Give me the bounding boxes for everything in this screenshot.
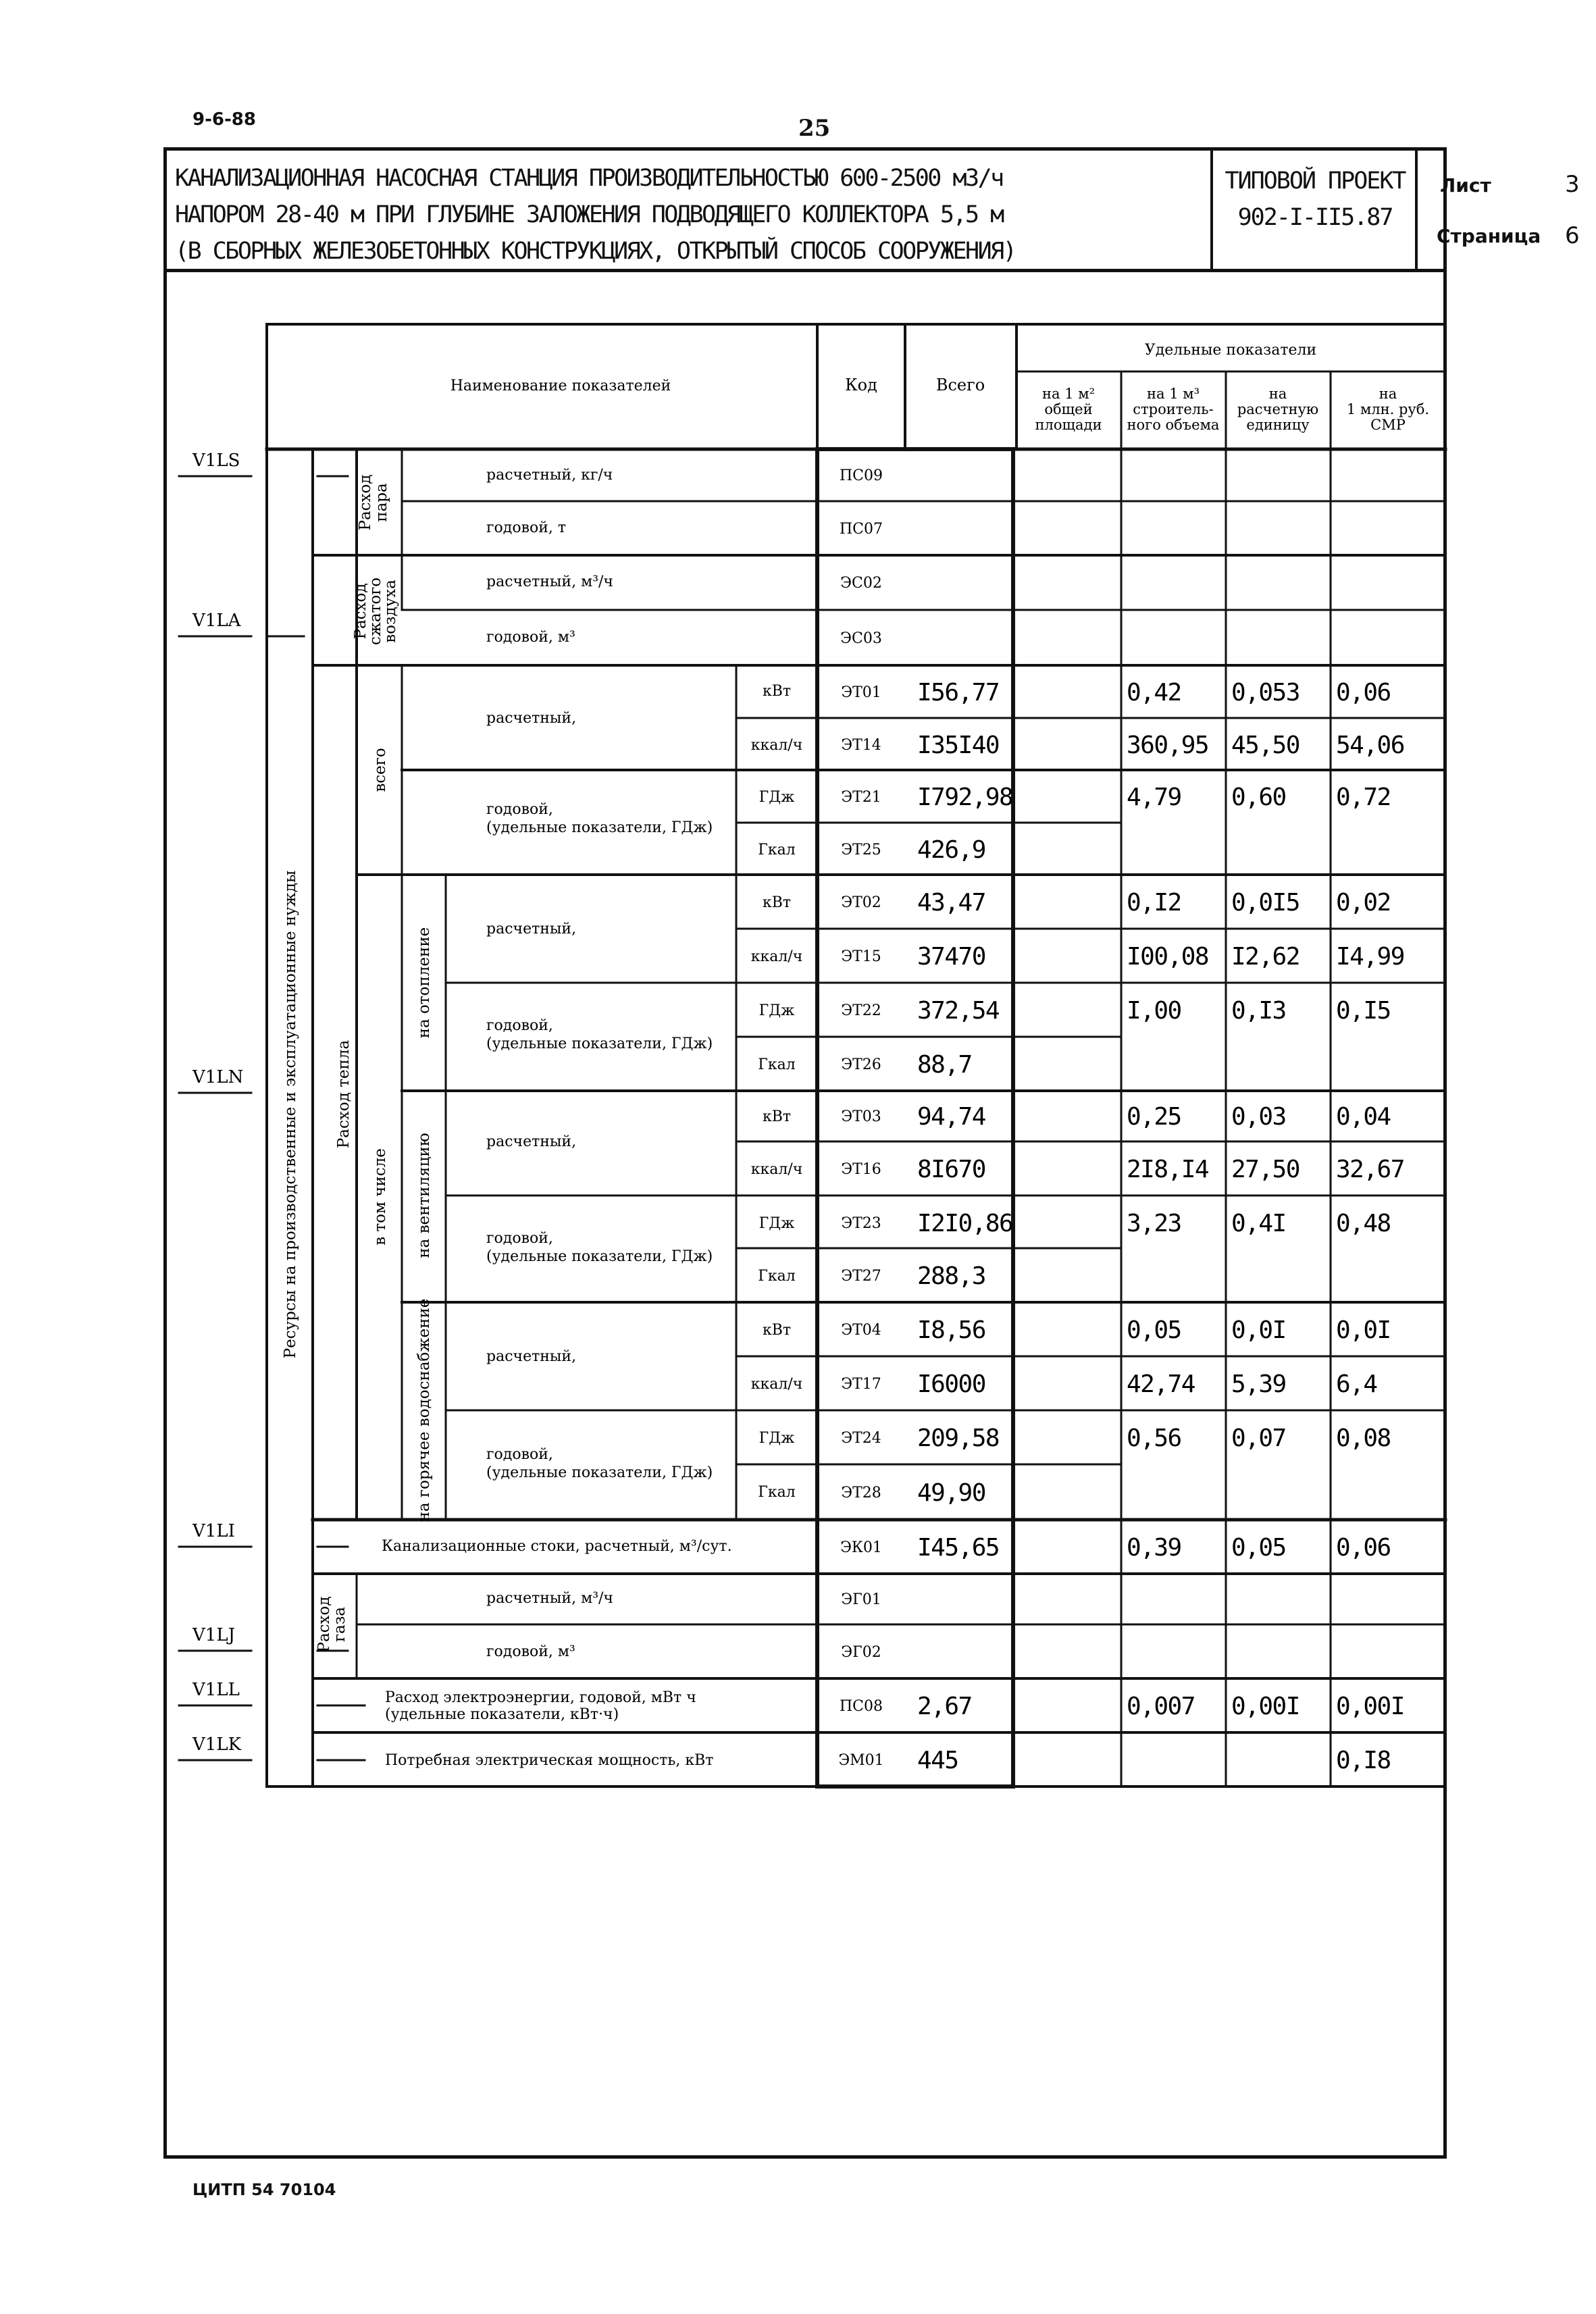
table-grid [179, 324, 1445, 1786]
row-label: годовой, [486, 801, 553, 818]
row-code: ЭТ04 [841, 1322, 881, 1339]
row-specific-value: 0,0I [1231, 1316, 1286, 1344]
side-label-heat: Расход тепла [335, 1039, 353, 1149]
unit-label: Гкал [758, 1484, 796, 1501]
row-label: (удельные показатели, ГДж) [486, 1035, 713, 1052]
head-volume: на 1 м³ [1147, 386, 1200, 402]
head-unit: расчетную [1237, 401, 1319, 417]
row-specific-value: 0,00I [1231, 1693, 1299, 1720]
row-code: ЭМ01 [838, 1752, 884, 1769]
head-unit: на [1268, 386, 1287, 402]
row-specific-value: 0,72 [1336, 783, 1391, 811]
row-code: ЭТ17 [841, 1376, 881, 1393]
row-label: годовой, т [486, 519, 567, 536]
row-specific-value: 0,08 [1336, 1424, 1391, 1452]
row-specific-value: 360,95 [1127, 731, 1209, 759]
margin-mark: V1LA [192, 611, 241, 631]
row-code: ЭТ02 [841, 894, 881, 911]
row-label: расчетный, кг/ч [486, 467, 613, 484]
row-code: ПС09 [839, 467, 883, 484]
page-number: 25 [798, 115, 831, 142]
row-total: I45,65 [917, 1534, 1000, 1562]
unit-label: ГДж [758, 1430, 795, 1447]
margin-mark: V1LK [192, 1734, 242, 1755]
row-total: 43,47 [917, 889, 985, 917]
row-label: расчетный, м³/ч [486, 1590, 613, 1607]
row-total: 209,58 [917, 1424, 1000, 1452]
head-unit: единицу [1246, 417, 1310, 433]
unit-label: Гкал [758, 842, 796, 858]
row-label: (удельные показатели, ГДж) [486, 1248, 713, 1265]
row-specific-value: 0,04 [1336, 1103, 1391, 1131]
row-specific-value: 27,50 [1231, 1156, 1299, 1183]
row-label: расчетный, [486, 1348, 577, 1365]
side-label-gas: Расход [315, 1596, 333, 1653]
row-label: годовой, [486, 1017, 553, 1034]
unit-label: кВт [762, 894, 792, 911]
row-code: ЭТ28 [841, 1485, 881, 1501]
row-specific-value: 0,07 [1231, 1424, 1286, 1452]
title-line: (В СБОРНЫХ ЖЕЛЕЗОБЕТОННЫХ КОНСТРУКЦИЯХ, ОТКРЫТЫЙ СПОСОБ СООРУЖЕНИЯ) [175, 238, 1016, 265]
row-label: годовой, [486, 1446, 553, 1463]
side-label-ventilation: на вентиляцию [415, 1133, 433, 1258]
row-total: 88,7 [917, 1051, 972, 1079]
row-label: расчетный, [486, 710, 577, 727]
side-label-steam: пара [373, 483, 390, 522]
row-code: ЭТ01 [841, 684, 881, 701]
sheet-label: Лист [1440, 174, 1491, 197]
unit-label: ккал/ч [750, 1376, 803, 1393]
row-label: Расход электроэнергии, годовой, мВт ч [385, 1689, 696, 1706]
row-specific-value: 32,67 [1336, 1156, 1404, 1183]
row-specific-value: 0,48 [1336, 1210, 1391, 1237]
margin-mark: V1LJ [192, 1625, 236, 1645]
row-specific-value: 0,02 [1336, 889, 1391, 917]
row-code: ЭТ24 [841, 1430, 881, 1447]
unit-label: Гкал [758, 1268, 796, 1285]
row-label: расчетный, м³/ч [486, 573, 613, 590]
row-specific-value: 45,50 [1231, 731, 1299, 759]
row-label: годовой, [486, 1230, 553, 1247]
title-line: НАПОРОМ 28-40 м ПРИ ГЛУБИНЕ ЗАЛОЖЕНИЯ ПОДВОДЯЩЕГО КОЛЛЕКТОРА 5,5 м [175, 201, 1003, 228]
row-total: 37470 [917, 943, 985, 971]
row-code: ЭС03 [840, 630, 882, 647]
unit-label: Гкал [758, 1056, 796, 1073]
row-specific-value: 0,03 [1231, 1103, 1286, 1131]
row-specific-value: 0,56 [1127, 1424, 1181, 1452]
row-specific-value: 4,79 [1127, 783, 1181, 811]
row-specific-value: 0,4I [1231, 1210, 1286, 1237]
row-specific-value: 0,06 [1336, 1534, 1391, 1562]
row-specific-value: 0,I8 [1336, 1747, 1391, 1774]
unit-label: ГДж [758, 1215, 795, 1232]
doc-code: 9-6-88 [192, 109, 256, 130]
row-specific-value: 0,60 [1231, 783, 1286, 811]
unit-label: ккал/ч [750, 948, 803, 965]
margin-mark: V1LS [192, 451, 240, 471]
row-label: годовой, м³ [486, 1643, 575, 1660]
row-total: I8,56 [917, 1316, 985, 1344]
row-specific-value: 0,00I [1336, 1693, 1404, 1720]
row-specific-value: 54,06 [1336, 731, 1404, 759]
row-total: 2,67 [917, 1693, 972, 1720]
row-specific-value: I,00 [1127, 997, 1181, 1025]
row-code: ЭТ03 [841, 1108, 881, 1125]
row-specific-value: 0,I5 [1336, 997, 1391, 1025]
side-label-air: сжатого [367, 577, 384, 646]
row-code: ЭТ27 [841, 1268, 881, 1285]
row-total: 94,74 [917, 1103, 985, 1131]
row-code: ПС08 [839, 1698, 883, 1715]
head-specific: Удельные показатели [1144, 342, 1317, 359]
row-code: ЭТ21 [841, 789, 881, 806]
row-code: ЭТ25 [841, 842, 881, 858]
head-total: Всего [935, 376, 985, 394]
head-area: на 1 м² [1042, 386, 1095, 402]
row-specific-value: I2,62 [1231, 943, 1299, 971]
row-specific-value: 0,39 [1127, 1534, 1181, 1562]
row-specific-value: 0,05 [1127, 1316, 1181, 1344]
row-code: ЭС02 [840, 575, 882, 592]
row-code: ЭК01 [840, 1539, 882, 1556]
margin-mark: V1LL [192, 1680, 240, 1700]
side-label-total: всего [371, 748, 389, 792]
row-specific-value: 0,06 [1336, 679, 1391, 706]
head-volume: ного объема [1127, 417, 1220, 433]
unit-label: кВт [762, 683, 792, 700]
unit-label: кВт [762, 1108, 792, 1125]
row-specific-value: 3,23 [1127, 1210, 1181, 1237]
margin-mark: V1LN [192, 1067, 244, 1087]
row-total: 445 [917, 1747, 958, 1774]
row-specific-value: 0,25 [1127, 1103, 1181, 1131]
row-code: ЭТ14 [841, 737, 881, 754]
row-total: 8I670 [917, 1156, 985, 1183]
side-label-heating: на отопление [415, 927, 433, 1039]
footer-code: ЦИТП 54 70104 [192, 2180, 336, 2199]
head-area: площади [1035, 417, 1102, 433]
head-volume: строитель- [1133, 401, 1214, 417]
head-smr: 1 млн. руб. [1346, 401, 1430, 417]
row-specific-value: 2I8,I4 [1127, 1156, 1209, 1183]
unit-label: кВт [762, 1322, 792, 1339]
table-head [451, 342, 1429, 433]
row-specific-value: 0,007 [1127, 1693, 1195, 1720]
page-label: Страница [1437, 225, 1541, 247]
row-label: годовой, м³ [486, 629, 575, 646]
row-total: 49,90 [917, 1479, 985, 1507]
row-label: (удельные показатели, кВт·ч) [385, 1706, 619, 1723]
margin-marks [192, 451, 243, 1755]
row-code: ЭТ26 [841, 1056, 881, 1073]
side-label-hot-water: на горячее водоснабжение [415, 1298, 433, 1522]
side-label-steam: Расход [357, 474, 374, 531]
row-specific-value: 6,4 [1336, 1370, 1377, 1398]
side-label-resources: Ресурсы на производственные и эксплуатационные нужды [282, 870, 299, 1359]
row-total: I56,77 [917, 679, 1000, 706]
row-specific-value: 42,74 [1127, 1370, 1195, 1398]
row-code: ЭТ23 [841, 1215, 881, 1232]
project-label: ТИПОВОЙ ПРОЕКТ [1225, 168, 1406, 195]
row-label: расчетный, [486, 1133, 577, 1150]
side-label-incl: в том числе [371, 1148, 389, 1245]
row-specific-value: 0,0I [1336, 1316, 1391, 1344]
head-name: Наименование показателей [450, 378, 671, 394]
head-smr: СМР [1370, 417, 1406, 433]
title-line: КАНАЛИЗАЦИОННАЯ НАСОСНАЯ СТАНЦИЯ ПРОИЗВОДИТЕЛЬНОСТЬЮ 600-2500 м3/ч [175, 165, 1003, 192]
row-specific-value: 0,I3 [1231, 997, 1286, 1025]
row-specific-value: 0,05 [1231, 1534, 1286, 1562]
sheet-value: 3 [1565, 171, 1580, 198]
row-specific-value: I4,99 [1336, 943, 1404, 971]
row-label: расчетный, [486, 921, 577, 937]
row-specific-value: 0,42 [1127, 679, 1181, 706]
unit-label: ГДж [758, 789, 795, 806]
margin-mark: V1LI [192, 1521, 235, 1541]
side-label-gas: газа [331, 1606, 349, 1643]
project-number: 902-I-II5.87 [1237, 204, 1393, 231]
row-specific-value: 0,053 [1231, 679, 1299, 706]
row-total: I2I0,86 [917, 1210, 1013, 1237]
row-total: I6000 [917, 1370, 985, 1398]
row-code: ЭТ16 [841, 1161, 881, 1178]
side-label-air: воздуха [382, 580, 399, 643]
head-area: общей [1044, 401, 1093, 417]
row-code: ЭГ02 [841, 1644, 881, 1661]
row-specific-value: 0,0I5 [1231, 889, 1299, 917]
head-code: Код [845, 376, 877, 394]
row-total: I35I40 [917, 731, 1000, 759]
row-specific-value: 5,39 [1231, 1370, 1286, 1398]
row-code: ЭГ01 [841, 1591, 881, 1608]
row-label: Канализационные стоки, расчетный, м³/сут. [382, 1538, 732, 1555]
unit-label: ГДж [758, 1002, 795, 1019]
row-code: ЭТ15 [841, 948, 881, 965]
head-smr: на [1379, 386, 1397, 402]
side-label-air: Расход [352, 583, 369, 640]
row-total: 288,3 [917, 1262, 985, 1290]
row-label: (удельные показатели, ГДж) [486, 819, 713, 836]
row-label: (удельные показатели, ГДж) [486, 1464, 713, 1481]
row-total: 426,9 [917, 836, 985, 864]
row-label: Потребная электрическая мощность, кВт [385, 1752, 714, 1769]
row-total: I792,98 [917, 783, 1013, 811]
unit-label: ккал/ч [750, 737, 803, 754]
row-specific-value: 0,I2 [1127, 889, 1181, 917]
row-code: ЭТ22 [841, 1002, 881, 1019]
row-code: ПС07 [839, 521, 883, 538]
unit-label: ккал/ч [750, 1161, 803, 1178]
row-specific-value: I00,08 [1127, 943, 1209, 971]
page-value: 6 [1565, 222, 1580, 249]
row-total: 372,54 [917, 997, 1000, 1025]
